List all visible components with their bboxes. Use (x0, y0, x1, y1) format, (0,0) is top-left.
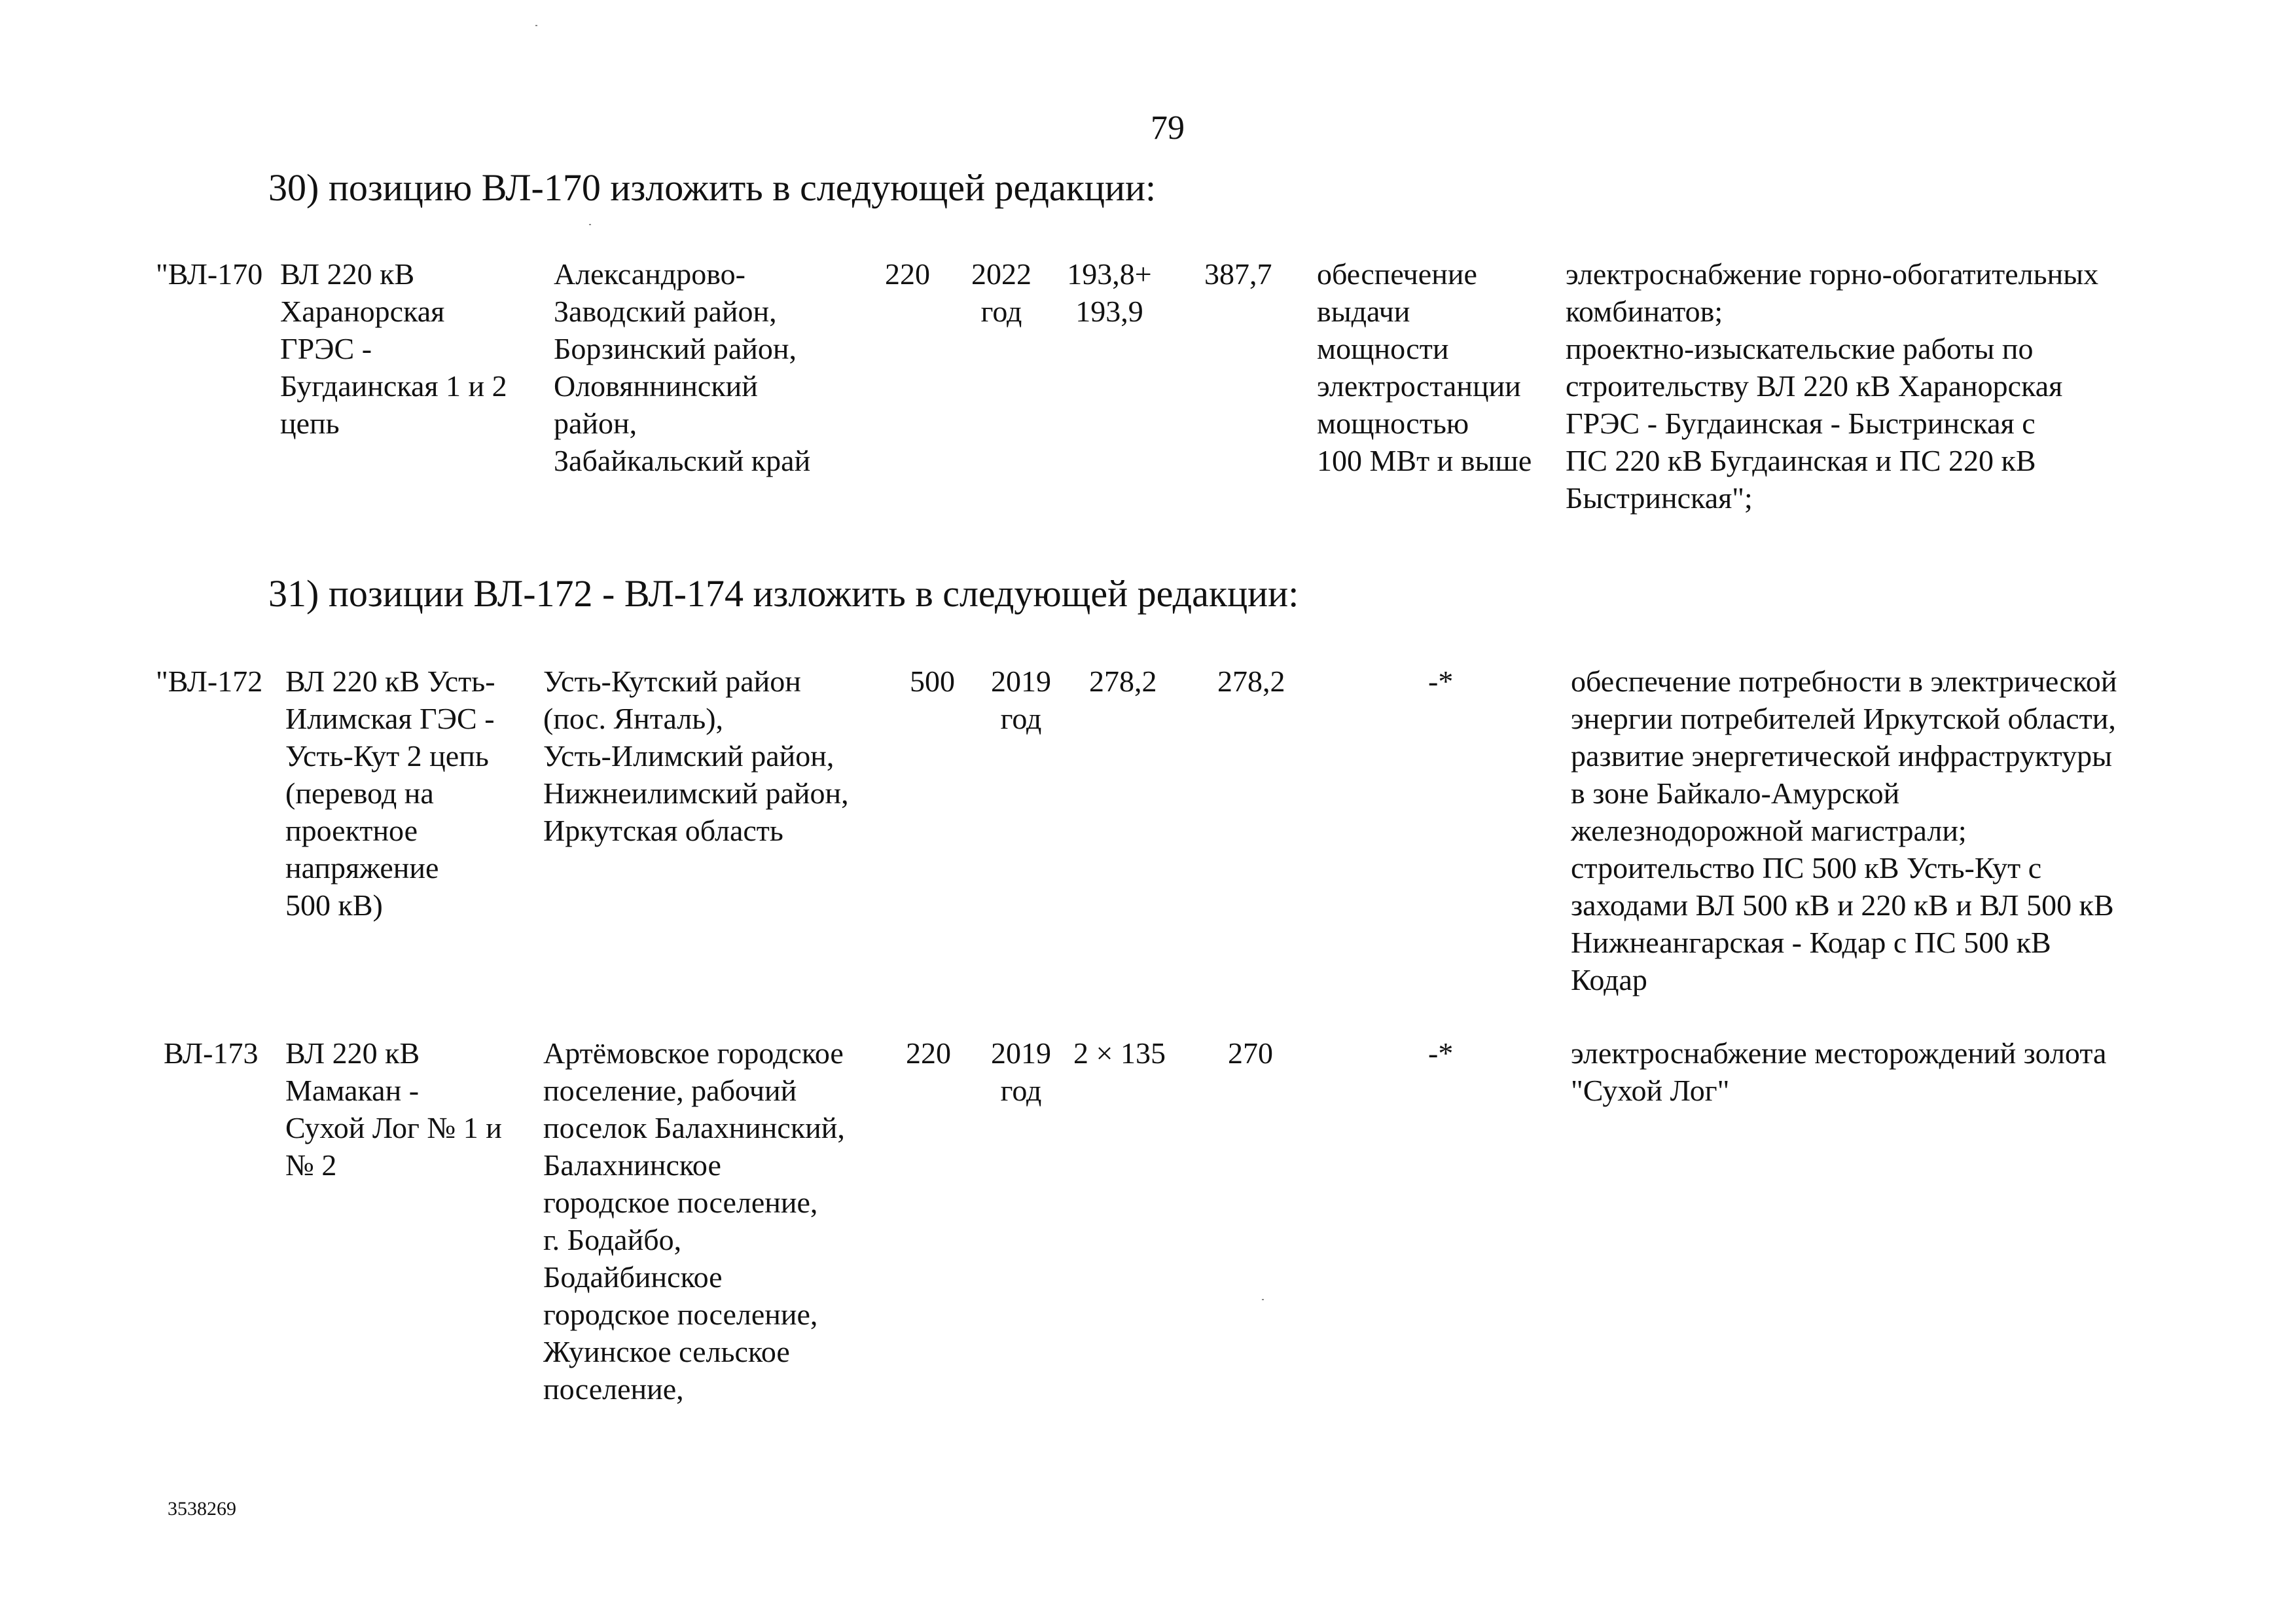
line-name: ВЛ 220 кВ Усть- Илимская ГЭС - Усть-Кут 2 цепь (перевод на проектное напряжение 500 кВ) (285, 665, 495, 922)
row-code: ВЛ-173 (164, 1036, 259, 1070)
line-length: 193,8+ 193,9 (1067, 257, 1152, 328)
total-length: 270 (1228, 1036, 1273, 1070)
commission-year: 2022 год (971, 257, 1031, 328)
voltage: 220 (885, 257, 930, 291)
total-length: 387,7 (1204, 257, 1272, 291)
line-length: 278,2 (1089, 665, 1157, 698)
commission-year: 2019 год (991, 1036, 1051, 1107)
document-code: 3538269 (168, 1498, 236, 1520)
note: электроснабжение месторождений золота "Сухой Лог" (1571, 1036, 2107, 1107)
row-code: "ВЛ-172 (156, 665, 263, 698)
purpose: -* (1428, 665, 1454, 698)
line-name: ВЛ 220 кВ Мамакан - Сухой Лог № 1 и № 2 (285, 1036, 502, 1182)
scan-speck (589, 224, 591, 225)
line-length: 2 × 135 (1073, 1036, 1166, 1070)
note: обеспечение потребности в электрической энергии потребителей Иркутской области, развитие энергетической инфраструктуры в зоне Байкало-Амурской железнодорожной магистрали; строительство ПС 500 кВ Усть-Кут с заходами ВЛ 500 кВ и 220 кВ и ВЛ 500 кВ Нижнеангарская - Кодар с ПС 500 кВ Кодар (1571, 665, 2117, 996)
row-code: "ВЛ-170 (156, 257, 263, 291)
section-heading-30: 30) позицию ВЛ-170 изложить в следующей редакции: (268, 166, 1157, 209)
voltage: 220 (906, 1036, 951, 1070)
location: Артёмовское городское поселение, рабочий поселок Балахнинский, Балахнинское городское поселение, г. Бодайбо, Бодайбинское городское поселение, Жуинское сельское поселение, (543, 1036, 845, 1406)
line-name: ВЛ 220 кВ Харанорская ГРЭС - Бугдаинская 1 и 2 цепь (280, 257, 507, 440)
location: Александрово- Заводский район, Борзинский район, Оловяннинский район, Забайкальский край (554, 257, 811, 477)
scan-speck (1262, 1299, 1264, 1300)
total-length: 278,2 (1217, 665, 1285, 698)
purpose: -* (1428, 1036, 1454, 1070)
voltage: 500 (910, 665, 955, 698)
commission-year: 2019 год (991, 665, 1051, 735)
location: Усть-Кутский район (пос. Янталь), Усть-Илимский район, Нижнеилимский район, Иркутская область (543, 665, 849, 847)
note: электроснабжение горно-обогатительных комбинатов; проектно-изыскательские работы по строительству ВЛ 220 кВ Харанорская ГРЭС - Бугдаинская - Быстринская с ПС 220 кВ Бугдаинская и ПС 220 кВ Быстринская"; (1566, 257, 2099, 515)
purpose: обеспечение выдачи мощности электростанции мощностью 100 МВт и выше (1317, 257, 1532, 477)
scan-speck (535, 25, 537, 26)
page-number: 79 (1151, 109, 1185, 147)
section-heading-31: 31) позиции ВЛ-172 - ВЛ-174 изложить в следующей редакции: (268, 572, 1299, 615)
